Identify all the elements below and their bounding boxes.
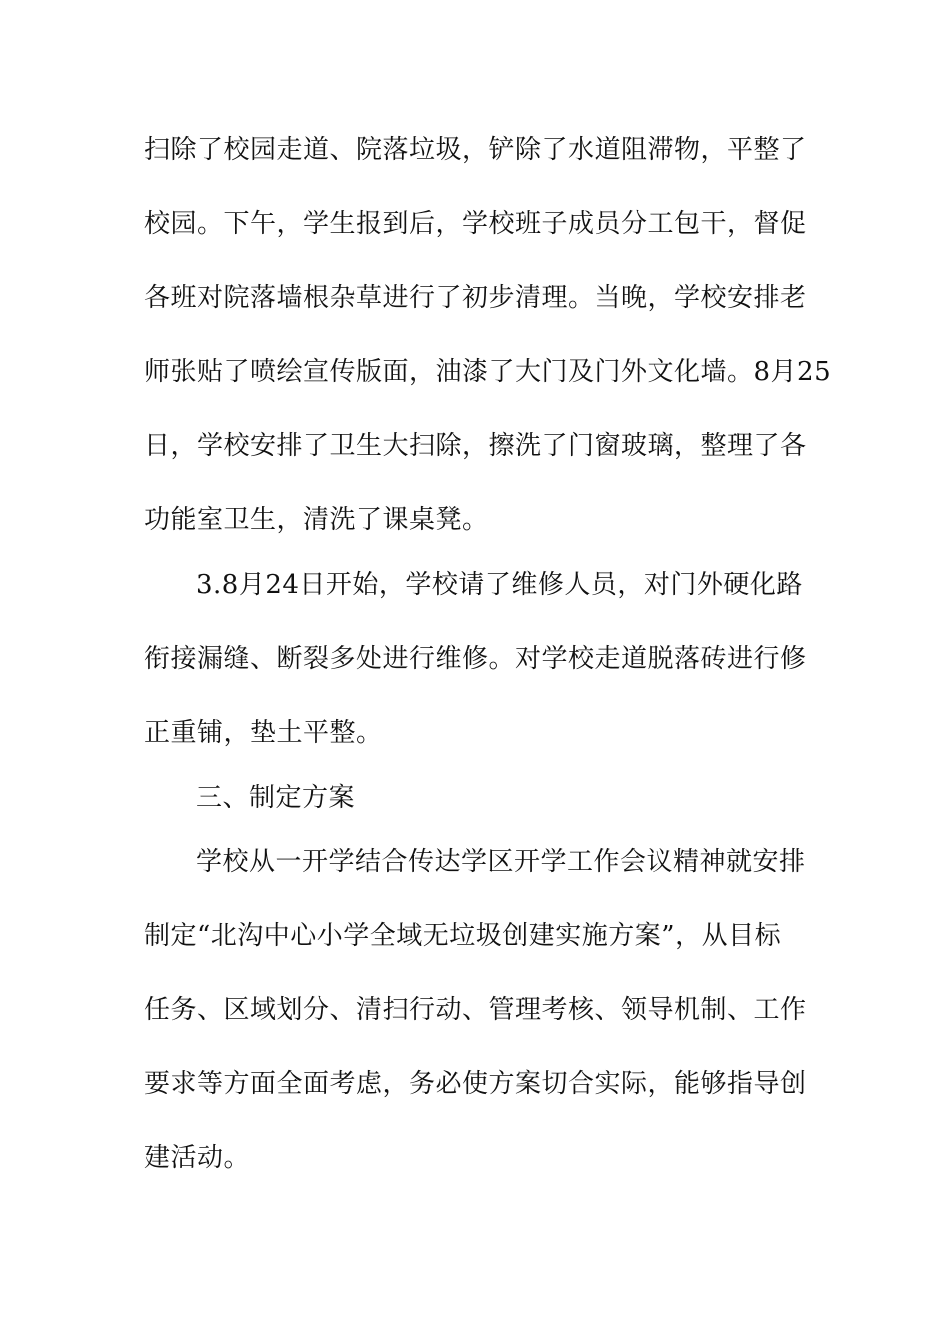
paragraph-start-line: 学校从一开学结合传达学区开学工作会议精神就安排 <box>196 847 806 877</box>
text-line: 正重铺，垫土平整。 <box>144 718 383 748</box>
text-line: 衔接漏缝、断裂多处进行维修。对学校走道脱落砖进行修 <box>144 644 807 674</box>
text-line: 日，学校安排了卫生大扫除，擦洗了门窗玻璃，整理了各 <box>144 431 807 461</box>
text-line: 要求等方面全面考虑，务必使方案切合实际，能够指导创 <box>144 1069 807 1099</box>
text-line: 功能室卫生，清洗了课桌凳。 <box>144 505 489 535</box>
text-line: 师张贴了喷绘宣传版面，油漆了大门及门外文化墙。8月25 <box>144 357 832 387</box>
text-line: 校园。下午，学生报到后，学校班子成员分工包干，督促 <box>144 209 807 239</box>
section-heading: 三、制定方案 <box>196 783 356 813</box>
paragraph-start-line: 3.8月24日开始，学校请了维修人员，对门外硬化路 <box>196 570 803 600</box>
text-line: 制定“北沟中心小学全域无垃圾创建实施方案”，从目标 <box>144 921 782 951</box>
text-line: 建活动。 <box>144 1143 251 1173</box>
text-line: 各班对院落墙根杂草进行了初步清理。当晚，学校安排老 <box>144 283 807 313</box>
text-line: 扫除了校园走道、院落垃圾，铲除了水道阻滞物，平整了 <box>144 135 807 165</box>
text-line: 任务、区域划分、清扫行动、管理考核、领导机制、工作 <box>144 995 807 1025</box>
